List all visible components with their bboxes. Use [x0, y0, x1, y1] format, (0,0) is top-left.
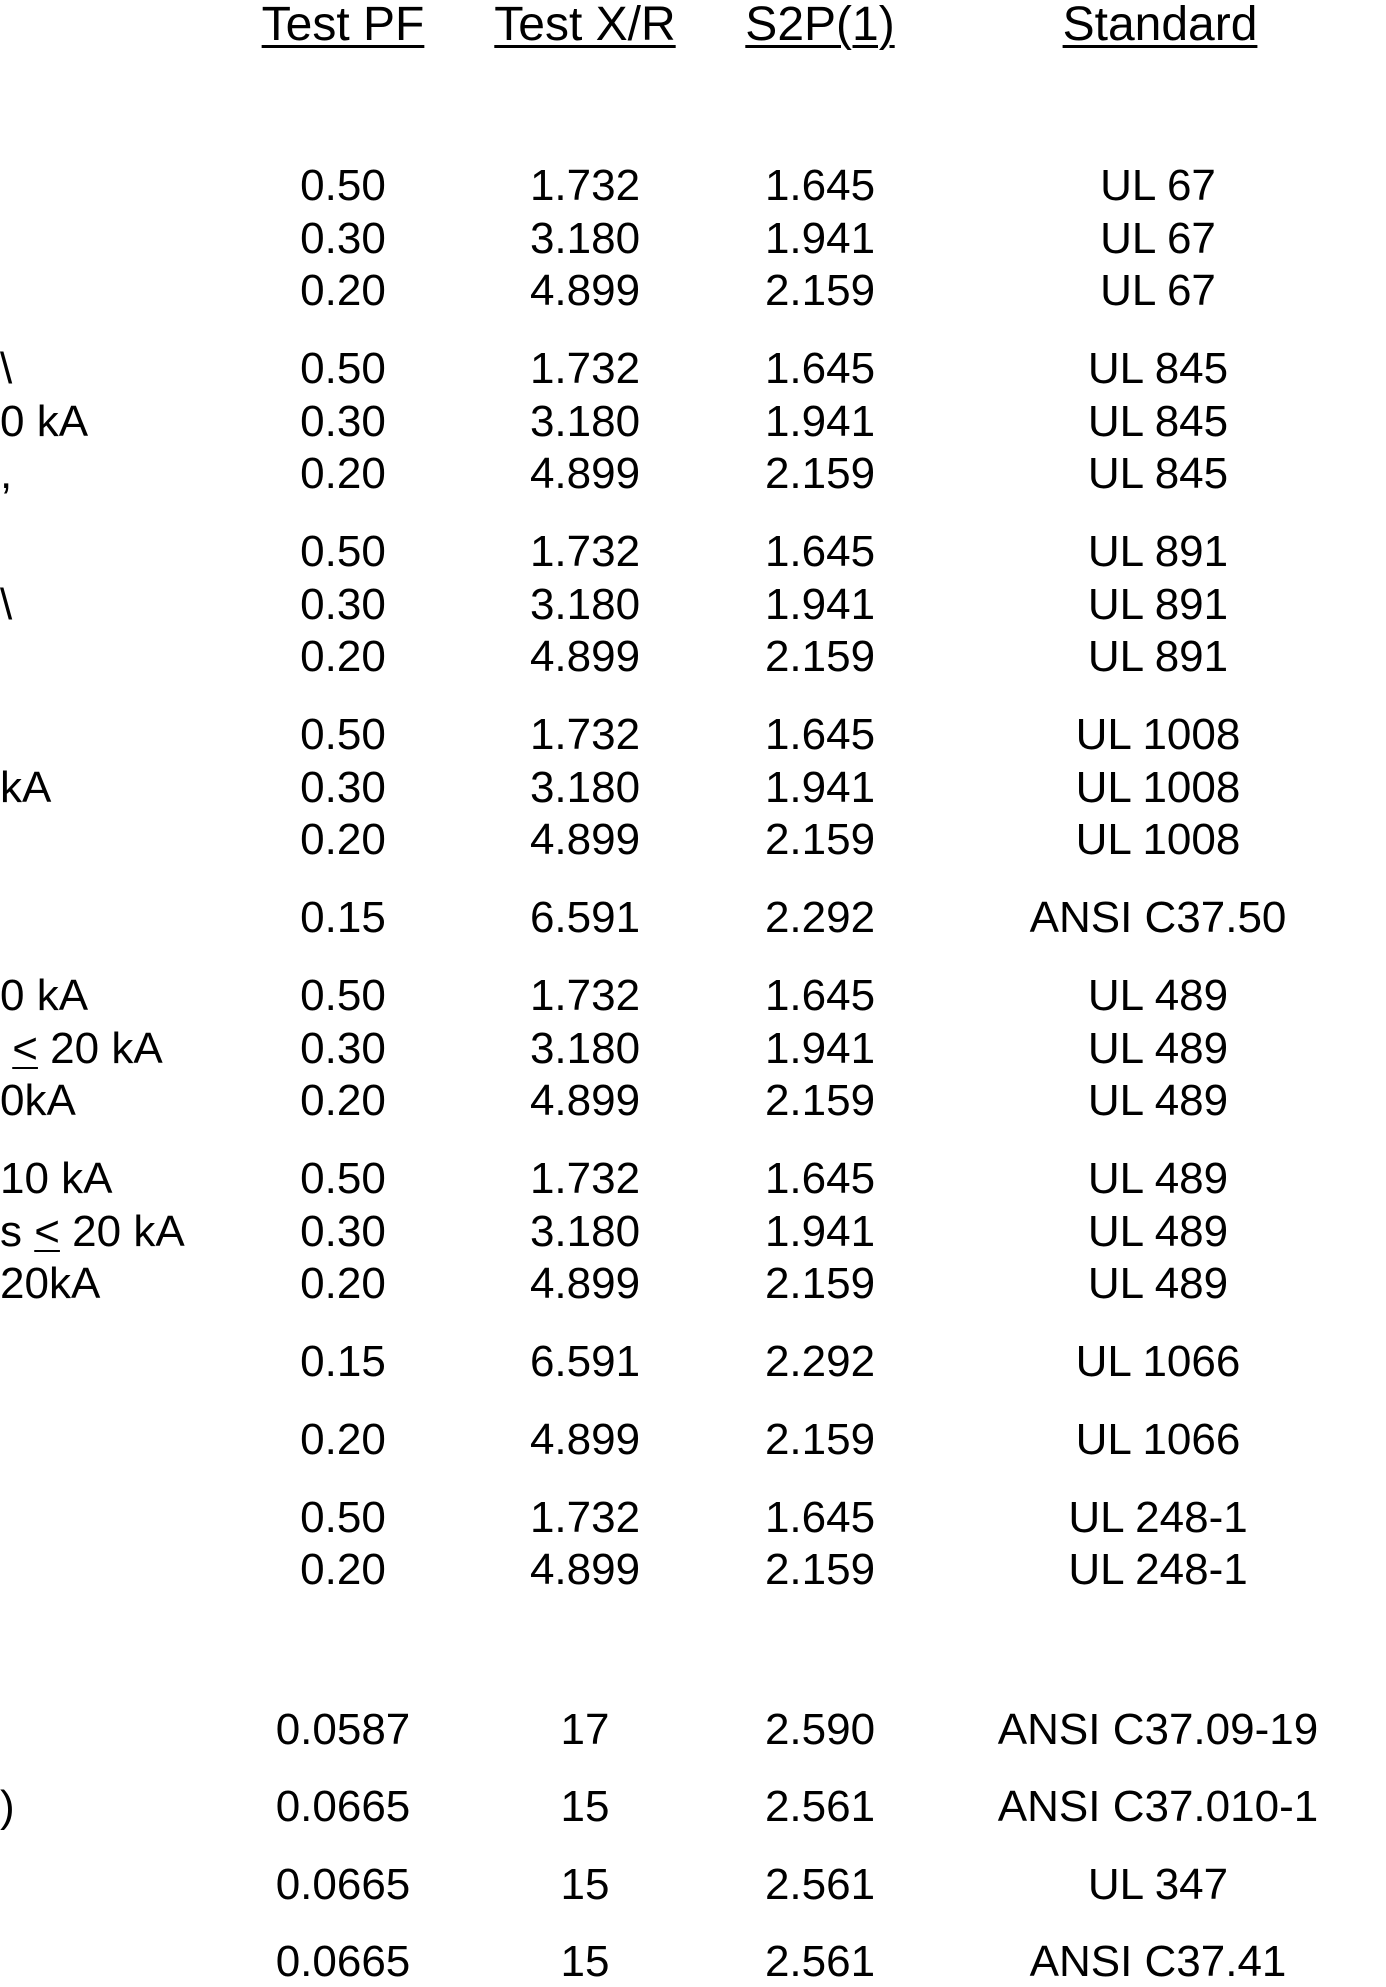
cell-s2p: 2.561 [764, 1860, 876, 1909]
cell-test-pf: 0.20 [300, 632, 386, 681]
cell-s2p: 2.159 [764, 1259, 876, 1308]
cell-test-pf: 0.30 [300, 1024, 386, 1073]
cell-test-xr: 4.899 [529, 1415, 641, 1464]
cell-test-xr: 15 [560, 1937, 610, 1986]
fragment-text: 20 kA [59, 1207, 185, 1256]
left-column-fragment [0, 1076, 76, 1126]
cell-standard: UL 1066 [1075, 1337, 1241, 1386]
cell-test-pf: 0.0665 [275, 1782, 411, 1831]
cell-s2p: 1.941 [764, 580, 876, 629]
cell-standard: UL 489 [1087, 1076, 1229, 1125]
cell-s2p: 1.645 [764, 161, 876, 210]
cell-standard: UL 347 [1087, 1860, 1229, 1909]
cell-s2p: 2.159 [764, 632, 876, 681]
cell-s2p: 2.292 [764, 1337, 876, 1386]
cell-standard: UL 489 [1087, 971, 1229, 1020]
cell-test-xr: 3.180 [529, 397, 641, 446]
cell-test-xr: 6.591 [529, 893, 641, 942]
cell-s2p: 1.645 [764, 1154, 876, 1203]
cell-s2p: 1.941 [764, 214, 876, 263]
cell-s2p: 2.159 [764, 815, 876, 864]
cell-test-pf: 0.50 [300, 1493, 386, 1542]
left-column-fragment [0, 971, 88, 1021]
cell-standard: UL 891 [1087, 527, 1229, 576]
cell-test-xr: 1.732 [529, 344, 641, 393]
cell-test-pf: 0.30 [300, 397, 386, 446]
cell-s2p: 2.159 [764, 1415, 876, 1464]
cell-test-xr: 3.180 [529, 214, 641, 263]
cell-test-xr: 3.180 [529, 1207, 641, 1256]
cell-s2p: 2.590 [764, 1705, 876, 1754]
cell-s2p: 2.292 [764, 893, 876, 942]
cell-test-xr: 3.180 [529, 1024, 641, 1073]
cell-test-xr: 6.591 [529, 1337, 641, 1386]
cell-standard: UL 248-1 [1068, 1493, 1248, 1542]
cell-test-pf: 0.50 [300, 344, 386, 393]
less-equal-sign: < [34, 1207, 60, 1256]
cell-standard: UL 489 [1087, 1207, 1229, 1256]
header-standard: Standard [1062, 0, 1258, 51]
cell-test-pf: 0.20 [300, 1076, 386, 1125]
cell-test-xr: 4.899 [529, 449, 641, 498]
cell-test-xr: 15 [560, 1782, 610, 1831]
cell-standard: UL 891 [1087, 632, 1229, 681]
cell-test-xr: 4.899 [529, 1076, 641, 1125]
cell-standard: UL 1066 [1075, 1415, 1241, 1464]
cell-s2p: 1.645 [764, 971, 876, 1020]
left-column-fragment [0, 1024, 163, 1074]
cell-s2p: 1.941 [764, 763, 876, 812]
cell-standard: ANSI C37.41 [1029, 1937, 1287, 1986]
cell-standard: ANSI C37.50 [1029, 893, 1287, 942]
cell-test-xr: 1.732 [529, 1493, 641, 1542]
cell-standard: UL 845 [1087, 344, 1229, 393]
cell-test-pf: 0.30 [300, 763, 386, 812]
cell-test-xr: 4.899 [529, 632, 641, 681]
left-column-fragment: , [0, 449, 13, 498]
less-equal-sign: < [12, 1024, 38, 1073]
fragment-text: 0 kA [0, 971, 89, 1020]
cell-standard: UL 489 [1087, 1154, 1229, 1203]
cell-test-pf: 0.20 [300, 1545, 386, 1594]
cell-s2p: 1.645 [764, 527, 876, 576]
left-column-fragment: 0 kA [0, 397, 89, 446]
left-column-fragment [0, 1154, 113, 1204]
cell-standard: UL 1008 [1075, 710, 1241, 759]
cell-test-pf: 0.20 [300, 449, 386, 498]
cell-test-xr: 4.899 [529, 1545, 641, 1594]
cell-test-pf: 0.50 [300, 710, 386, 759]
cell-test-pf: 0.50 [300, 971, 386, 1020]
cell-test-xr: 3.180 [529, 580, 641, 629]
cell-s2p: 1.645 [764, 710, 876, 759]
cell-test-xr: 1.732 [529, 1154, 641, 1203]
cell-s2p: 2.159 [764, 1545, 876, 1594]
cell-test-pf: 0.20 [300, 266, 386, 315]
cell-s2p: 1.645 [764, 1493, 876, 1542]
header-s2p: S2P(1) [745, 0, 895, 51]
cell-test-xr: 1.732 [529, 161, 641, 210]
cell-test-pf: 0.50 [300, 1154, 386, 1203]
cell-s2p: 1.645 [764, 344, 876, 393]
fragment-text: ) [0, 1782, 15, 1831]
cell-standard: ANSI C37.09-19 [997, 1705, 1319, 1754]
cell-test-xr: 4.899 [529, 815, 641, 864]
fragment-text: 20kA [0, 1259, 101, 1308]
cell-s2p: 2.159 [764, 1076, 876, 1125]
cell-s2p: 2.561 [764, 1937, 876, 1986]
cell-test-pf: 0.20 [300, 1415, 386, 1464]
cell-test-pf: 0.30 [300, 1207, 386, 1256]
cell-s2p: 1.941 [764, 1207, 876, 1256]
fragment-text: 20 kA [37, 1024, 163, 1073]
cell-s2p: 2.159 [764, 449, 876, 498]
cell-test-xr: 15 [560, 1860, 610, 1909]
cell-standard: UL 891 [1087, 580, 1229, 629]
header-test-pf: Test PF [261, 0, 425, 51]
cell-test-xr: 4.899 [529, 266, 641, 315]
cell-test-pf: 0.0587 [275, 1705, 411, 1754]
cell-s2p: 1.941 [764, 1024, 876, 1073]
cell-test-pf: 0.20 [300, 1259, 386, 1308]
cell-test-pf: 0.30 [300, 580, 386, 629]
cell-standard: UL 67 [1100, 266, 1216, 315]
cell-test-xr: 1.732 [529, 971, 641, 1020]
left-column-fragment: kA [0, 763, 52, 812]
cell-test-pf: 0.15 [300, 893, 386, 942]
cell-standard: ANSI C37.010-1 [997, 1782, 1319, 1831]
cell-test-xr: 1.732 [529, 710, 641, 759]
cell-s2p: 2.561 [764, 1782, 876, 1831]
cell-standard: UL 248-1 [1068, 1545, 1248, 1594]
cell-test-pf: 0.20 [300, 815, 386, 864]
fragment-text: 10 kA [0, 1154, 113, 1203]
cell-standard: UL 489 [1087, 1259, 1229, 1308]
left-column-fragment [0, 1259, 100, 1309]
cell-standard: UL 1008 [1075, 815, 1241, 864]
left-column-fragment [0, 1207, 185, 1257]
header-test-xr: Test X/R [494, 0, 676, 51]
cell-test-pf: 0.30 [300, 214, 386, 263]
cell-standard: UL 67 [1100, 214, 1216, 263]
cell-test-pf: 0.15 [300, 1337, 386, 1386]
cell-test-pf: 0.50 [300, 161, 386, 210]
left-column-fragment [0, 1782, 15, 1832]
cell-s2p: 2.159 [764, 266, 876, 315]
cell-test-xr: 1.732 [529, 527, 641, 576]
left-column-fragment: \ [0, 580, 13, 629]
fragment-text: 0kA [0, 1076, 76, 1125]
fragment-text: s [0, 1207, 35, 1256]
cell-test-xr: 3.180 [529, 763, 641, 812]
cell-s2p: 1.941 [764, 397, 876, 446]
cell-standard: UL 1008 [1075, 763, 1241, 812]
cell-test-pf: 0.0665 [275, 1937, 411, 1986]
cell-test-xr: 4.899 [529, 1259, 641, 1308]
cell-standard: UL 67 [1100, 161, 1216, 210]
cell-test-pf: 0.0665 [275, 1860, 411, 1909]
cell-standard: UL 845 [1087, 397, 1229, 446]
cell-standard: UL 489 [1087, 1024, 1229, 1073]
cell-test-xr: 17 [560, 1705, 610, 1754]
cell-standard: UL 845 [1087, 449, 1229, 498]
fragment-text [0, 1024, 12, 1073]
cell-test-pf: 0.50 [300, 527, 386, 576]
left-column-fragment: \ [0, 344, 13, 393]
